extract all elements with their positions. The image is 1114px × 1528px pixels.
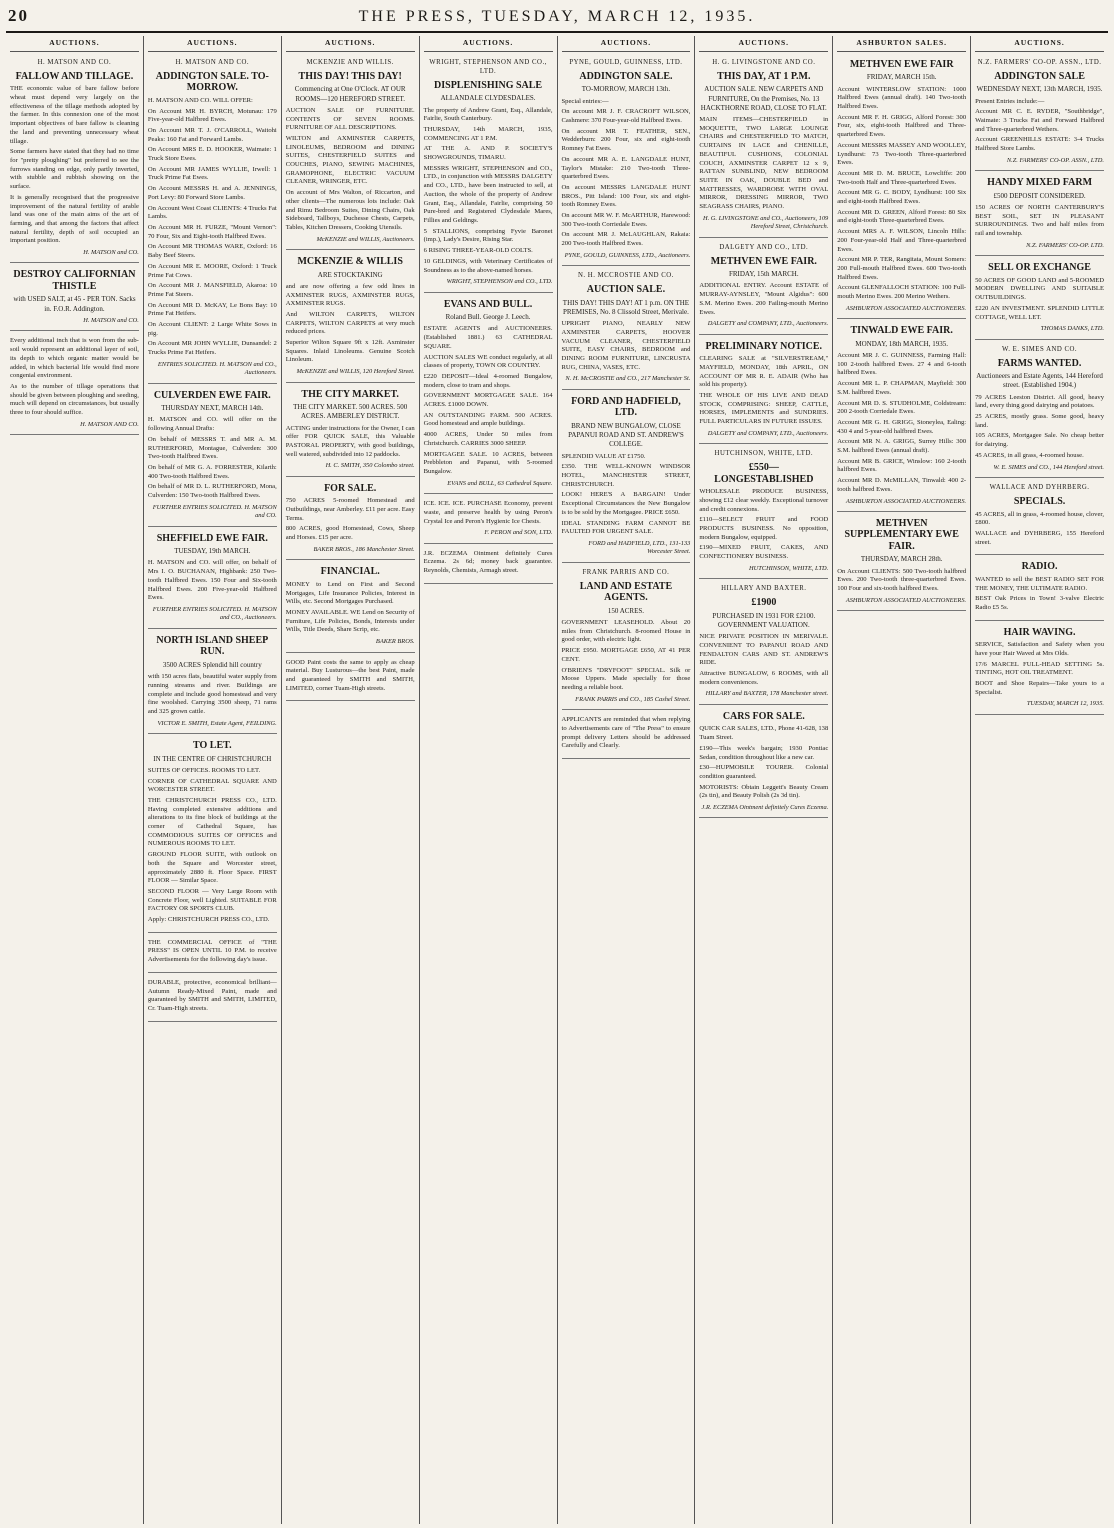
ad-body-text: GOOD Paint costs the same to apply as cheap material. Buy Lusturous—the best Paint, made and guaranteed by SMITH and SMITH, LIMITED, corner Tuam-High streets. (285, 658, 415, 692)
ad-headline: ADDINGTON SALE (994, 70, 1085, 82)
ad-body-text: AUCTION SALE OF FURNITURE. CONTENTS OF SEVEN ROOMS. FURNITURE OF ALL DESCRIPTIONS. (285, 106, 415, 132)
classified-ad (10, 266, 139, 331)
ad-headline: SHEFFIELD EWE FAIR. (156, 532, 268, 544)
ad-body-text: Account MR B. GRICE, Winslow: 160 2-tooth halfbred Ewes. (837, 457, 967, 474)
ad-body-text: CLEARING SALE at "SILVERSTREAM," MAYFIELD, MONDAY, 18th APRIL, ON ACCOUNT OF MR R. E. ADAIR (Who has sold his property). (699, 355, 829, 389)
ad-body-text: On Account MR D. McKAY, Le Bons Bay: 10 Prime Fat Heifers. (147, 301, 277, 318)
column-heading: AUCTIONS. (148, 36, 277, 52)
ad-body-text: And WILTON CARPETS, WILTON CARPETS, WILTON CARPETS at very much reduced prices. (285, 310, 415, 336)
ad-body-text: 800 ACRES, good Homestead, Cows, Sheep and Horses. £15 per acre. (285, 525, 415, 542)
ad-body-text: H. MATSON AND CO. WILL OFFER: (147, 96, 253, 104)
ad-subheading: THURSDAY NEXT, MARCH 14th. (161, 404, 264, 413)
ad-firm-name: H. G. LIVINGSTONE AND CO. (712, 58, 816, 66)
ad-subheading: BRAND NEW BUNGALOW, CLOSE PAPANUI ROAD AND ST. ANDREW'S COLLEGE. (568, 421, 684, 449)
ad-body-text: QUICK CAR SALES, LTD., Phone 41-628, 138 Tuam Street. (699, 725, 829, 742)
ad-subheading: THE CITY MARKET. 500 ACRES. 500 ACRES. AMBERLEY DISTRICT. (293, 403, 408, 421)
classified-ad (424, 56, 553, 293)
ad-firm-name: W. E. SIMES AND CO. (1001, 345, 1078, 353)
ad-body-text: On behalf of MR G. A. FORRESTER, Kilarth: 400 Two-tooth Halfbred Ewes. (147, 464, 277, 480)
ad-body-text: ACTING under instructions for the Owner, I can offer FOR QUICK SALE, this Valuable PASTORAL PROPERTY, with good buildings, well watered, subdivided into 12 paddocks. (285, 424, 415, 458)
ad-body-text: Account MR N. A. GRIGG, Surrey Hills: 300 S.M. halfbred Ewes (annual draft). (837, 438, 967, 455)
ad-subheading: AUCTION SALE. NEW CARPETS AND FURNITURE, On the Premises, No. 13 HACKTHORNE ROAD, CLOSE TO FLAT. (700, 85, 827, 112)
ad-signature: McKENZIE and WILLIS, 120 Hereford Street. (296, 368, 415, 376)
ad-body-text: On Account MRS E. D. HOOKER, Waimate: 1 Truck Store Ewes. (147, 146, 277, 163)
ad-body-text: Account MR F. H. GRIGG, Alford Forest: 300 Four, six, eight-tooth Halfbred and Three-quarterbred Ewes. (837, 113, 967, 139)
ad-body-text: £220 AN INVESTMENT. SPLENDID LITTLE COTTAGE, WELL LET. (975, 304, 1104, 321)
ad-body-text: Some farmers have stated that they had no time for "pretty ploughing" but preferred to see the furrows standing on edge, only partly inverted, with stubble and rubbish showing on the surface. (10, 148, 139, 191)
ad-headline: THIS DAY, AT 1 P.M. (717, 70, 811, 82)
ad-body-text: J.R. ECZEMA Ointment definitely Cures Eczema. 2s 6d; money back guarantee. Reynolds, Chemists, Armagh street. (423, 549, 553, 575)
ad-firm-name: PYNE, GOULD, GUINNESS, LTD. (569, 58, 683, 66)
classified-ad (148, 387, 277, 527)
ad-body-text: Account MR D. McMILLAN, Tinwald: 400 2-tooth halfbred Ewes. (837, 477, 967, 493)
classified-ad (837, 515, 966, 611)
newspaper-title: THE PRESS, TUESDAY, MARCH 12, 1935. (358, 8, 756, 25)
classified-ad (975, 56, 1104, 171)
ad-body-text: SUITES OF OFFICES. ROOMS TO LET. (147, 766, 261, 774)
ad-body-text: THE CHRISTCHURCH PRESS CO., LTD. Having completed extensive additions and alterations to its fine block of buildings at the corner of Cathedral Square, has COMMODIOUS SUITES OF OFFICES and NUMEROUS ROOMS TO LET. (147, 796, 277, 848)
ad-body-text: Account MR G. H. GRIGG, Stoneylea, Ealing: 430 4 and 5-year-old halfbred Ewes. (837, 418, 967, 435)
ad-body-text: GOVERNMENT MORTGAGEE SALE. 164 ACRES. £1000 DOWN. (423, 392, 553, 409)
classified-ad (10, 334, 139, 435)
column-2 (144, 36, 282, 1524)
ad-signature: BAKER BROS., 186 Manchester Street. (313, 545, 415, 553)
classified-ad (562, 56, 691, 266)
classified-ad (699, 338, 828, 445)
ad-body-text: AT THE A. AND P. SOCIETY'S SHOWGROUNDS, TIMARU. (423, 145, 553, 162)
classified-ad (286, 656, 415, 702)
ad-body-text: 105 ACRES, Mortgagee Sale. No cheap better for dairying. (975, 432, 1104, 449)
ad-body-text: 5 STALLIONS, comprising Fyvie Baronet (imp.), Lady's Desire, Rising Star. (423, 227, 553, 244)
masthead (0, 0, 1114, 30)
ad-body-text: On Account MR H. BYRCH, Motunau: 179 Five-year-old Halfbred Ewes. (147, 107, 277, 124)
ad-body-text: The property of Andrew Grant, Esq., Allandale, Fairlie, South Canterbury. (423, 106, 553, 123)
ad-body-text: H. MATSON and CO. will offer, on behalf of Mrs I. O. BUCHANAN, Highbank: 250 Two-tooth Halfbred Ewes. 150 Four and Six-tooth Halfbred Ewes. 200 Five-year-old Halfbred Ewes. (147, 559, 277, 602)
ad-body-text: SERVICE, Satisfaction and Safety when you have your Hair Waved at Mrs Olds. (975, 641, 1104, 657)
ad-body-text: 150 ACRES OF NORTH CANTERBURY'S BEST SOIL, SET IN PLEASANT SURROUNDINGS. Two and half miles from rail and township. (975, 204, 1104, 238)
ad-firm-name: HILLARY AND BAXTER. (721, 585, 807, 593)
ad-body-text: Account GLENFALLOCH STATION: 100 Full-mouth Merino Ewes. 200 Merino Wethers. (837, 284, 967, 301)
ad-signature: N.Z. FARMERS' CO-OP. ASSN., LTD. (1006, 156, 1104, 164)
ad-body-text: Account MR P. TER, Rangitata, Mount Somers: 200 Full-mouth Halfbred Ewes. 600 Two-tooth Halfbred Ewes. (837, 256, 967, 281)
ad-body-text: AUCTION SALES WE conduct regularly, at all classes of property, TOWN OR COUNTRY. (423, 353, 553, 370)
column-8 (971, 36, 1108, 1524)
ad-headline: £550—LONGESTABLISHED (714, 462, 814, 485)
ad-signature: FORD and HADFIELD, LTD., 131-133 Worcester Street. (588, 539, 691, 556)
classified-ad (148, 530, 277, 629)
ad-body-text: BEST Oak Prices in Town! 3-valve Electric Radio £5 5s. (975, 595, 1104, 611)
ad-body-text: Every additional inch that is won from the sub-soil would represent an additional layer of soil, its depth to which organic matter would be added, in which bacterial life would find more congenial environment. (10, 337, 139, 380)
classified-ad (148, 737, 277, 933)
ad-body-text: Account MR D. M. BRUCE, Lowcliffe: 200 Two-tooth Half and Three-quarterbred Ewes. (837, 169, 967, 186)
ad-subheading: FRIDAY, MARCH 15th. (866, 73, 937, 82)
ad-subheading: £500 DEPOSIT CONSIDERED. (993, 191, 1086, 200)
ad-body-text: ESTATE AGENTS and AUCTIONEERS. (Established 1881.) 63 CATHEDRAL SQUARE. (423, 325, 553, 350)
classified-ad (837, 56, 966, 319)
column-5 (558, 36, 696, 1524)
ad-body-text: On Account CLIENTS: 500 Two-tooth halfbred Ewes. 200 Two-tooth three-quarterbred Ewes. 100 Four and six-tooth halfbred Ewes. (837, 567, 967, 593)
ad-signature: F. PERON and SON, LTD. (484, 529, 553, 537)
ad-body-text: BOOT and Shoe Repairs—Take yours to a Specialist. (975, 679, 1104, 696)
ad-body-text: WILTON and AXMINSTER CARPETS, LINOLEUMS, BEDROOM and DINING SUITES, CHESTERFIELD SUITES and COUCHES, PIANO, SEWING MACHINES, GRAMOPHONE, ELECTRIC VACUUM CLEANER, WRINGER, ETC. (285, 134, 415, 186)
ad-body-text: 45 ACRES, all in grass, 4-roomed house, clover, £800. (975, 510, 1104, 527)
ad-firm-name: MCKENZIE AND WILLIS. (306, 58, 394, 66)
ad-headline: THIS DAY! THIS DAY! (298, 70, 402, 82)
ad-headline: LAND AND ESTATE AGENTS. (579, 580, 673, 604)
ad-body-text: £350. THE WELL-KNOWN WINDSOR HOTEL, MANCHESTER STREET, CHRISTCHURCH. (561, 463, 691, 488)
ad-body-text: MONEY AVAILABLE. WE Lend on Security of Furniture, Life Policies, Bonds, Interests under Wills, Title Deeds, Share Scrip, etc. (285, 608, 415, 634)
column-heading: AUCTIONS. (286, 36, 415, 52)
ad-signature: THOMAS DANKS, LTD. (1040, 325, 1104, 333)
ad-signature: TUESDAY, MARCH 12, 1935. (1026, 700, 1104, 708)
classified-ad (562, 566, 691, 710)
ad-body-text: On behalf of MESSRS T. and MR A. M. RUTHERFORD, Montague, Culverden: 300 Two-tooth Halfbred Ewes. (147, 435, 277, 461)
ad-body-text: THE COMMERCIAL OFFICE of "THE PRESS" IS OPEN UNTIL 10 P.M. to receive Advertisements for the following day's issue. (147, 938, 277, 964)
ad-body-text: THE economic value of bare fallow before wheat must depend very largely on the effectiveness of the tillage methods adopted by the farmer. In this connexion one of the most important objectives of bare fallow is cleaning the land and preventing unnecessary wheat tillage. (10, 85, 139, 145)
classified-ad (286, 253, 415, 383)
ad-body-text: MORTGAGEE SALE. 10 ACRES, between Prebbleton and Papanui, with 5-roomed Bungalow. (423, 450, 553, 475)
classified-ad (424, 296, 553, 494)
ad-body-text: On account of Mrs Walton, of Riccarton, and other clients—The numerous lots include: Oak and Rimu Bedroom Suites, Dining Chairs, Oak Sideboard, Tallboys, Duchesse Chests, Carpets, Tables, Kitchen Dressers, Cooking Utensils. (285, 189, 415, 231)
ad-body-text: £190—This week's bargain; 1930 Pontiac Sedan, condition throughout like a new car. (699, 744, 829, 761)
ad-signature: W. E. SIMES and CO., 144 Hereford street. (993, 463, 1104, 471)
ad-body-text: MOTORISTS: Obtain Leggett's Beauty Cream (2s tin), and Beauty Polish (2s 3d tin). (699, 783, 829, 800)
classified-ad (424, 497, 553, 544)
newspaper-columns (6, 36, 1108, 1524)
classified-ad (699, 447, 828, 579)
ad-headline: DESTROY CALIFORNIAN THISTLE (13, 269, 136, 292)
ad-body-text: WHOLESALE PRODUCE BUSINESS, showing £12 clear weekly. Exceptional turnover and credit connexions. (699, 488, 829, 513)
ad-body-text: On Account MR E. MOORE, Oxford: 1 Truck Prime Fat Cows. (147, 262, 277, 279)
ad-body-text: IDEAL STANDING FARM CANNOT BE FAULTED FOR URGENT SALE. (561, 519, 691, 536)
column-6 (695, 36, 833, 1524)
ad-body-text: SPLENDID VALUE AT £1750. (561, 452, 646, 460)
ad-signature: HUTCHINSON, WHITE, LTD. (749, 564, 829, 572)
ad-body-text: LOOK! HERE'S A BARGAIN! Under Exceptional Circumstances the New Bungalow is to be sold by the Mortgagee. PRICE £650. (561, 491, 691, 516)
classified-ad (10, 56, 139, 264)
ad-body-text: On account MESSRS LANGDALE HUNT BROS., Pitt Island: 100 Four, six and eight-tooth Romney Ewes. (561, 183, 691, 209)
ad-body-text: On Account MR T. J. O'CARROLL, Waitohi Peaks: 160 Fat and Forward Lambs. (147, 126, 277, 143)
ad-body-text: THE WHOLE OF HIS LIVE AND DEAD STOCK, COMPRISING: SHEEP, CATTLE, HORSES, IMPLEMENTS and SUNDRIES. FULL PARTICULARS IN FUTURE ISSUES. (699, 391, 829, 426)
ad-subheading: ALLANDALE CLYDESDALES. (440, 94, 536, 103)
ad-signature: HILLARY and BAXTER, 178 Manchester street. (705, 690, 829, 698)
ad-signature: VICTOR E. SMITH, Estate Agent, FEILDING. (157, 719, 277, 727)
ad-body-text: 45 ACRES, in all grass, 4-roomed house. (975, 451, 1084, 459)
classified-ad (148, 632, 277, 734)
ad-headline: CULVERDEN EWE FAIR. (153, 389, 271, 401)
ad-headline: HAIR WAVING. (1003, 626, 1076, 638)
classified-ad (975, 558, 1104, 620)
ad-body-text: SECOND FLOOR — Very Large Room with Concrete Floor, well Lighted. SUITABLE FOR FACTORY OR SPORTS CLUB. (147, 887, 277, 913)
ad-subheading: MONDAY, 18th MARCH, 1935. (855, 339, 948, 348)
ad-headline: NORTH ISLAND SHEEP RUN. (156, 634, 269, 658)
ad-signature: FURTHER ENTRIES SOLICITED. H. MATSON and CO., Auctioneers. (152, 605, 277, 622)
ad-signature: H. G. LIVINGSTONE and CO., Auctioneers, 109 Hereford Street, Christchurch. (702, 214, 829, 231)
classified-ad (148, 56, 277, 384)
ad-headline: DISPLENISHING SALE (434, 79, 543, 91)
ad-signature: McKENZIE and WILLIS, Auctioneers. (316, 235, 415, 243)
ad-firm-name: WRIGHT, STEPHENSON AND CO., LTD. (429, 58, 547, 75)
ad-headline: FOR SALE. (324, 482, 377, 494)
ad-body-text: On account MR J. F. CRACROFT WILSON, Cashmere: 370 Four-year-old Halfbred Ewes. (561, 108, 691, 124)
ad-body-text: On account MR T. FEATHER, SEN., Wedderburn: 200 Four, six and eight-tooth Romney Fat Ewes. (561, 127, 691, 153)
ad-headline: £1900 (751, 597, 777, 609)
ad-body-text: UPRIGHT PIANO, NEARLY NEW AXMINSTER CARPETS, HOOVER VACUUM CLEANER, CHESTERFIELD SUITE, EASY CHAIRS, BEDROOM and DINING ROOM FURNITURE, LINCRUSTA RUG, CHINA, VASES, ETC. (561, 320, 691, 371)
ad-body-text: On Account MR H. FURZE, "Mount Vernon": 70 Four, Six and Eight-tooth Halfbred Ewes. (147, 224, 277, 240)
column-7 (833, 36, 971, 1524)
ad-body-text: On account MR J. McLAUGHLAN, Rakaia: 200 Two-tooth Halfbred Ewes. (561, 231, 691, 248)
ad-signature: ASHBURTON ASSOCIATED AUCTIONEERS. (845, 304, 967, 312)
ad-body-text: On Account MR J. MANSFIELD, Akaroa: 10 Prime Fat Steers. (147, 282, 277, 298)
ad-body-text: APPLICANTS are reminded that when replying to Advertisements care of "The Press" to ensure prompt delivery Letters should be addressed Carefully and Clearly. (561, 716, 691, 750)
ad-signature: WRIGHT, STEPHENSON and CO., LTD. (446, 278, 553, 286)
ad-body-text: THURSDAY, 14th MARCH, 1935, COMMENCING AT 1 P.M. (423, 125, 553, 142)
ad-firm-name: WALLACE AND DYHRBERG. (989, 484, 1090, 492)
ad-headline: EVANS AND BULL. (443, 298, 533, 310)
ad-subheading: ARE STOCKTAKING (317, 270, 383, 279)
ad-body-text: Account MR G. C. BODY, Lyndhurst: 100 Six and eight-tooth Halfbred Ewes. (837, 189, 967, 206)
ad-body-text: WANTED to sell the BEST RADIO SET FOR THE MONEY, THE ULTIMATE RADIO. (975, 575, 1104, 592)
ad-body-text: Account WINTERSLOW STATION: 1000 Halfbred Ewes (annual draft). 140 Two-tooth Halfbred Ewes. (837, 85, 967, 111)
ad-body-text: On behalf of MR D. L. RUTHERFORD, Mona, Culverden: 150 Two-tooth Halfbred Ewes. (147, 483, 277, 500)
column-4 (420, 36, 558, 1524)
ad-firm-name: HUTCHINSON, WHITE, LTD. (714, 450, 814, 458)
column-heading: AUCTIONS. (562, 36, 691, 52)
ad-headline: HANDY MIXED FARM (987, 177, 1093, 189)
ad-firm-name: H. MATSON AND CO. (37, 58, 112, 66)
ad-signature: FURTHER ENTRIES SOLICITED. H. MATSON and CO. (152, 503, 277, 520)
ad-signature: BAKER BROS. (375, 638, 415, 646)
classified-ad (699, 582, 828, 705)
ad-body-text: Attractive BUNGALOW, 6 ROOMS, with all modern conveniences. (699, 670, 829, 686)
ad-body-text: Account MR D. GREEN, Alford Forest: 80 Six and eight-tooth Three-quarterbred Ewes. (837, 208, 967, 225)
ad-body-text: 79 ACRES Leeston District. All good, heavy land, every thing good dairying and potatoes. (975, 393, 1104, 410)
column-heading: AUCTIONS. (975, 36, 1104, 52)
ad-body-text: Account MR J. C. GUINNESS, Farming Hall: 100 2-tooth halfbred Ewes. 27 4 and 6-tooth halfbred Ewes. (837, 351, 967, 377)
ad-subheading: 3500 ACRES Splendid hill country (162, 660, 262, 669)
ad-subheading: FRIDAY, 15th MARCH. (728, 270, 799, 279)
ad-subheading: TO-MORROW, MARCH 13th. (581, 85, 671, 94)
ad-subheading: THIS DAY! THIS DAY! AT 1 p.m. ON THE PREMISES, No. 8 Clissold Street, Merivale. (562, 298, 690, 316)
ad-body-text: 4000 ACRES, Under 50 miles from Christchurch. CARRIES 3000 SHEEP. (423, 431, 553, 447)
ad-body-text: On account MR A. E. LANGDALE HUNT, Taylor's Mistake: 210 Two-tooth Three-quarterbred Ewes. (561, 155, 691, 181)
ad-body-text: As to the number of tillage operations that should be given between ploughing and seeding, much will depend on circumstances, but usually three to four should suffice. (10, 382, 139, 417)
ad-signature: ASHBURTON ASSOCIATED AUCTIONEERS. (845, 596, 967, 604)
ad-firm-name: DALGETY AND CO., LTD. (719, 243, 809, 251)
ad-body-text: GOVERNMENT LEASEHOLD. About 20 miles from Christchurch. 8-roomed House in good order, with electric light. (561, 619, 691, 644)
classified-ad (975, 174, 1104, 256)
ad-body-text: CORNER OF CATHEDRAL SQUARE AND WORCESTER STREET. (147, 777, 277, 794)
ad-subheading: Commencing at One O'Clock. AT OUR ROOMS—120 HEREFORD STREET. (294, 85, 406, 103)
ad-body-text: Apply: CHRISTCHURCH PRESS CO., LTD. (147, 916, 270, 924)
ad-signature: H. C. SMITH, 350 Colombo street. (325, 462, 415, 470)
classified-ad (975, 624, 1104, 715)
ad-body-text: On Account MESSRS H. and A. JENNINGS, Port Levy: 80 Forward Store Lambs. (147, 185, 277, 201)
ad-body-text: On Account MR JOHN WYLLIE, Dunsandel: 2 Trucks Prime Fat Heifers. (147, 340, 277, 357)
ad-body-text: Account MR L. P. CHAPMAN, Mayfield: 300 S.M. halfbred Ewes. (837, 380, 967, 396)
ad-firm-name: N.Z. FARMERS' CO-OP. ASSN., LTD. (977, 58, 1102, 66)
classified-ad (975, 259, 1104, 339)
classified-ad (148, 976, 277, 1022)
ad-body-text: Special entries:— (561, 97, 609, 105)
classified-ad (286, 480, 415, 560)
ad-body-text: with 150 acres flats, beautiful water supply from running streams and river. Buildings are complete and include good homestead and very fine woolshed. Carrying 3500 sheep, 71 rams and 325 grown cattle. (147, 673, 277, 715)
ad-headline: ADDINGTON SALE. (579, 70, 673, 82)
ad-signature: DALGETY and COMPANY, LTD., Auctioneers. (707, 320, 829, 328)
ad-headline: METHVEN EWE FAIR (849, 58, 954, 70)
ad-subheading: PURCHASED IN 1931 FOR £2100. GOVERNMENT VALUATION. (712, 611, 816, 629)
ad-firm-name: FRANK PARRIS AND CO. (582, 568, 670, 576)
ad-body-text: It is generally recognised that the progressive improvement of the natural fertility of arable land was one of the main aims of the art of farming, and that among the factors that affect natural fertility, depth of soil occupied an important position. (10, 193, 139, 245)
classified-ad (699, 241, 828, 335)
ad-signature: H. MATSON and CO. (83, 316, 139, 324)
ad-headline: FINANCIAL. (320, 566, 380, 578)
ad-body-text: 750 ACRES 5-roomed Homestead and Outbuildings, near Amberley. £11 per acre. Easy Terms. (285, 497, 415, 522)
ad-subheading: Auctioneers and Estate Agents, 144 Hereford street. (Established 1904.) (976, 372, 1103, 390)
ad-signature: ENTRIES SOLICITED. H. MATSON and CO., Auctioneers. (157, 360, 277, 377)
ad-signature: PYNE, GOULD, GUINNESS, LTD., Auctioneers. (564, 251, 691, 259)
column-heading: AUCTIONS. (699, 36, 828, 52)
ad-signature: DALGETY and COMPANY, LTD., Auctioneers. (707, 429, 829, 437)
ad-subheading: IN THE CENTRE OF CHRISTCHURCH (153, 754, 272, 763)
ad-headline: METHVEN EWE FAIR. (710, 255, 817, 267)
classified-ad (562, 393, 691, 563)
ad-body-text: Account GREENHILLS ESTATE: 3-4 Trucks Halfbred Store Lambs. (975, 136, 1104, 153)
ad-headline: FARMS WANTED. (997, 357, 1082, 369)
ad-body-text: O'BRIEN'S "DRYFOOT" SPECIAL. Silk or Moose Uppers. Made specially for those needing a reliable boot. (561, 666, 691, 691)
ad-body-text: 6 RISING THREE-YEAR-OLD COLTS. (423, 247, 533, 255)
ad-headline: ADDINGTON SALE. TO-MORROW. (155, 70, 269, 94)
ad-headline: SELL OR EXCHANGE (988, 262, 1091, 274)
ad-body-text: £220 DEPOSIT—Ideal 4-roomed Bungalow, modern, close to tram and shops. (423, 372, 553, 389)
ad-signature: N.Z. FARMERS' CO-OP. LTD. (1026, 241, 1104, 249)
ad-signature: EVANS and BULL, 63 Cathedral Square. (447, 479, 553, 487)
ad-body-text: GROUND FLOOR SUITE, with outlook on both the Square and Worcester street, approximately 2880 ft. Floor Space. FIRST FLOOR — Similar Space. (147, 851, 277, 885)
ad-body-text: Account MESSRS MASSEY AND WOOLLEY, Lyndhurst: 73 Two-tooth Three-quarterbred Ewes. (837, 141, 967, 167)
classified-ad (699, 56, 828, 238)
ad-subheading: 150 ACRES. (607, 606, 645, 615)
ad-headline: THE CITY MARKET. (301, 388, 399, 400)
ad-headline: FALLOW AND TILLAGE. (15, 70, 134, 82)
ad-headline: AUCTION SALE. (586, 284, 666, 296)
classified-ad (148, 936, 277, 973)
ad-headline: TINWALD EWE FAIR. (850, 325, 953, 337)
ad-body-text: 10 GELDINGS, with Veterinary Certificates of Soundness as to the above-named horses. (423, 257, 553, 274)
classified-ad (975, 343, 1104, 478)
ad-headline: PRELIMINARY NOTICE. (705, 340, 823, 352)
ad-body-text: £190—MIXED FRUIT, CAKES, AND CONFECTIONERY BUSINESS. (699, 544, 829, 561)
column-1 (6, 36, 144, 1524)
ad-headline: CARS FOR SALE. (722, 710, 805, 722)
classified-ad (286, 56, 415, 250)
ad-subheading: TUESDAY, 19th MARCH. (174, 547, 251, 556)
ad-firm-name: H. MATSON AND CO. (175, 58, 250, 66)
ad-body-text: £30—HUPMOBILE TOURER. Colonial condition guaranteed. (699, 764, 829, 780)
ad-signature: H. MATSON AND CO. (80, 420, 139, 428)
ad-signature: FRANK PARRIS and CO., 185 Cashel Street. (575, 695, 691, 703)
classified-ad (699, 708, 828, 819)
classified-ad (424, 547, 553, 584)
ad-subheading: WEDNESDAY NEXT, 13th MARCH, 1935. (976, 85, 1103, 94)
ad-subheading: THURSDAY, MARCH 28th. (860, 555, 943, 564)
classified-ad (837, 322, 966, 512)
ad-body-text: On Account CLIENT: 2 Large White Sows in pig. (147, 321, 277, 337)
ad-body-text: ADDITIONAL ENTRY. Account ESTATE of MURRAY-AYNSLEY, "Mount Algidus": 600 S.M. Merino Ewes. 200 Failing-mouth Merino Ewes. (699, 282, 829, 316)
ad-body-text: Superior Wilton Square 9ft x 12ft. Axminster Squares. Inlaid Linoleums. Genuine Scotch Linoleum. (285, 339, 415, 364)
ad-body-text: On Account West Coast CLIENTS: 4 Trucks Fat Lambs. (147, 204, 277, 221)
ad-body-text: ICE. ICE. ICE. PURCHASE Economy, prevent waste, and preserve health by using Peron's Crystal Ice and Peron's Hygienic Ice Chests. (423, 500, 553, 525)
classified-ad (562, 713, 691, 759)
column-heading: AUCTIONS. (424, 36, 553, 52)
ad-body-text: H. MATSON and CO. will offer on the following Annual Drafts: (147, 416, 277, 433)
ad-body-text: DURABLE, protective, economical brilliant—Autumn Ready-Mixed Paint, made and guaranteed by SMITH and SMITH, LIMITED, Cr. Tuam-High streets. (147, 978, 277, 1012)
ad-signature: ASHBURTON ASSOCIATED AUCTIONEERS. (845, 497, 967, 505)
ad-body-text: AN OUTSTANDING FARM. 500 ACRES. Good homestead and ample buildings. (423, 411, 553, 428)
classified-ad (286, 563, 415, 652)
ad-body-text: MESSRS WRIGHT, STEPHENSON and CO., LTD., in conjunction with MESSRS DALGETY and CO., LTD., have been instructed to sell, at Auction, the whole of the property of Andrew Grant, Esq., Allandale, Fairlie, comprising 50 Pure-bred and Registered Clydesdale Mares, Fillies and Geldings. (423, 164, 553, 224)
ad-firm-name: N. H. MCCROSTIE AND CO. (577, 272, 674, 280)
ad-body-text: NICE PRIVATE POSITION IN MERIVALE. CONVENIENT TO PAPANUI ROAD AND FENDALTON CARS AND ST. ANDREW'S RIDE. (699, 633, 829, 667)
ad-signature: J.R. ECZEMA Ointment definitely Cures Eczema. (701, 804, 829, 812)
column-heading: ASHBURTON SALES. (837, 36, 966, 52)
ad-headline: TO LET. (193, 740, 232, 752)
ad-body-text: 25 ACRES, mostly grass. Some good, heavy land. (975, 413, 1104, 429)
ad-body-text: On Account MR THOMAS WARE, Oxford: 16 Baby Beef Steers. (147, 243, 277, 260)
column-heading: AUCTIONS. (10, 36, 139, 52)
classified-ad (562, 269, 691, 390)
ad-headline: FORD AND HADFIELD, LTD. (571, 395, 681, 419)
ad-body-text: On account MR W. F. McARTHUR, Harewood: 300 Two-tooth Corriedale Ewes. (561, 212, 691, 228)
ad-body-text: 50 ACRES OF GOOD LAND and 5-ROOMED MODERN DWELLING AND SUITABLE OUTBUILDINGS. (975, 276, 1104, 302)
ad-subheading: with USED SALT, at 45 - PER TON. Sacks in. F.O.R. Addington. (13, 295, 136, 313)
ad-body-text: Account MRS A. F. WILSON, Lincoln Hills: 200 Four-year-old Half and Three-quarterbred Ewes. (837, 228, 967, 253)
ad-subheading: Roland Bull. George J. Leech. (445, 313, 531, 322)
ad-body-text: Account MR D. S. STUDHOLME, Coldstream: 200 2-tooth Corriedale Ewes. (837, 399, 967, 416)
ad-body-text: MONEY to Lend on First and Second Mortgages, Life Insurance Policies, Interest in Wills, etc. Second Mortgages Purchased. (285, 580, 415, 606)
ad-body-text: WALLACE and DYHRBERG, 155 Hereford street. (975, 529, 1104, 546)
ad-headline: METHVEN SUPPLEMENTARY EWE FAIR. (844, 517, 959, 552)
ad-signature: H. MATSON and CO. (83, 249, 139, 257)
ad-headline: RADIO. (1021, 561, 1058, 573)
classified-ad (286, 386, 415, 477)
column-3 (282, 36, 420, 1524)
ad-signature: N. H. McCROSTIE and CO., 217 Manchester St. (565, 375, 691, 383)
ad-body-text: £110—SELECT FRUIT and FOOD PRODUCTS BUSINESS. No opposition, modern Bungalow, equipped. (699, 516, 829, 541)
ad-headline: SPECIALS. (1013, 496, 1066, 508)
classified-ad (975, 481, 1104, 555)
ad-body-text: MAIN ITEMS—CHESTERFIELD in MOQUETTE, TWO LARGE LOUNGE CHAIRS and CHESTERFIELD TO MATCH, CURTAINS IN LACE and CHENILLE, BEAUTIFUL CUSHIONS, COLONIAL COUCH, AXMINSTER CARPET 12 x 9, RATTAN SUNBLIND, NEW BEDROOM SUITE IN OAK, DOUBLE BED and MATTRESSES, WARDROBE WITH OVAL MIRROR, DRESSING MIRROR, TWO SEAGRASS CHAIRS, PIANO. (699, 116, 829, 211)
ad-body-text: 17/6 MARCEL FULL-HEAD SETTING 5s. TINTING, HOT OIL TREATMENT. (975, 660, 1104, 677)
ad-body-text: PRICE £950. MORTGAGE £650, AT 41 PER CENT. (561, 647, 691, 663)
ad-body-text: and are now offering a few odd lines in AXMINSTER RUGS, AXMINSTER RUGS, AXMINSTER RUGS. (285, 282, 415, 308)
page-number: 20 (8, 6, 29, 25)
header-rule (6, 31, 1108, 33)
ad-body-text: Present Entries include:— (975, 97, 1045, 105)
ad-body-text: Account MR C. E. RYDER, "Southbridge", Waimate: 3 Trucks Fat and Forward Halfbred and Three-quarterbred Wethers. (975, 108, 1104, 133)
ad-body-text: On Account MR JAMES WYLLIE, Irwell: 1 Truck Prime Fat Ewes. (147, 165, 277, 182)
ad-headline: MCKENZIE & WILLIS (297, 256, 403, 268)
